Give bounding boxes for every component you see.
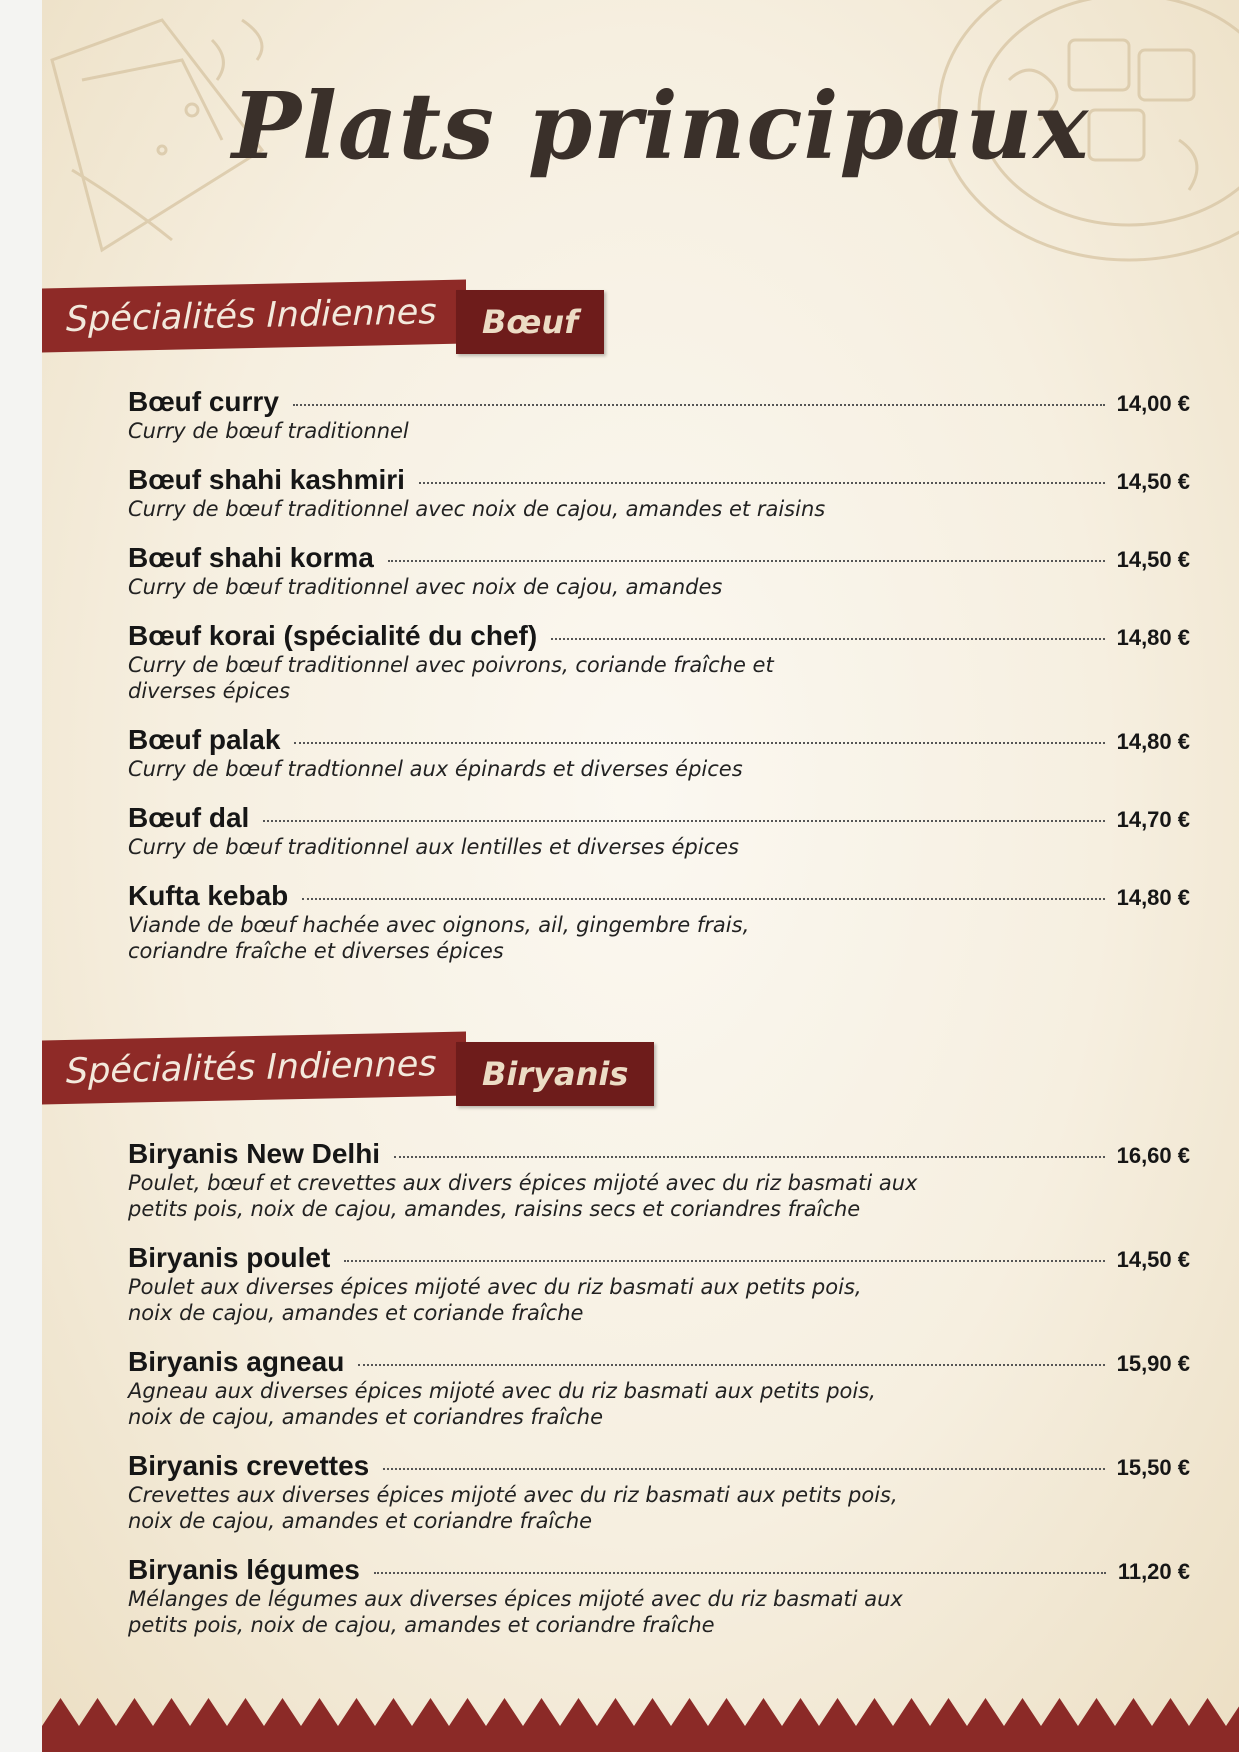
menu-item xyxy=(128,620,1190,704)
item-price: 14,50 € xyxy=(1116,469,1190,494)
dot-leader xyxy=(358,1364,1104,1366)
item-description: Poulet, bœuf et crevettes aux divers épices mijoté avec du riz basmati aux petits pois, noix de cajou, amandes, raisins secs et coriandres fraîche xyxy=(128,1171,918,1221)
section-boeuf xyxy=(42,278,1239,984)
menu-item xyxy=(128,880,1190,964)
item-description: Curry de bœuf traditionnel avec noix de cajou, amandes et raisins xyxy=(128,497,826,521)
item-description: Agneau aux diverses épices mijoté avec du riz basmati aux petits pois, noix de cajou, amandes et coriandres fraîche xyxy=(128,1379,876,1429)
menu-item xyxy=(128,1346,1190,1430)
item-name: Biryanis crevettes xyxy=(128,1450,370,1481)
banner-label: Spécialités Indiennes xyxy=(42,280,466,353)
item-name: Biryanis légumes xyxy=(128,1554,360,1585)
zigzag-border-decoration xyxy=(42,1690,1239,1752)
banner-label: Spécialités Indiennes xyxy=(42,1032,466,1105)
item-description: Curry de bœuf traditionnel aux lentilles et diverses épices xyxy=(128,835,739,859)
item-price: 15,50 € xyxy=(1116,1455,1190,1480)
item-price: 14,80 € xyxy=(1116,885,1190,910)
item-description: Poulet aux diverses épices mijoté avec du riz basmati aux petits pois, noix de cajou, amandes et coriande fraîche xyxy=(128,1275,862,1325)
dot-leader xyxy=(383,1468,1104,1470)
section-biryanis xyxy=(42,1030,1239,1658)
dot-leader xyxy=(551,638,1104,640)
item-description: Viande de bœuf hachée avec oignons, ail, gingembre frais, coriandre fraîche et diverses épices xyxy=(128,913,750,963)
item-name: Biryanis New Delhi xyxy=(128,1138,381,1169)
item-name: Bœuf shahi kashmiri xyxy=(128,464,405,495)
menu-item xyxy=(128,386,1190,444)
menu-item xyxy=(128,1554,1190,1638)
dot-leader xyxy=(419,482,1105,484)
item-description: Curry de bœuf traditionnel avec noix de cajou, amandes xyxy=(128,575,723,599)
item-price: 14,80 € xyxy=(1116,625,1190,650)
dot-leader xyxy=(344,1260,1104,1262)
dot-leader xyxy=(394,1156,1105,1158)
item-description: Curry de bœuf traditionnel xyxy=(128,419,409,443)
item-name: Bœuf curry xyxy=(128,386,279,417)
section-banner xyxy=(42,278,1239,358)
item-price: 16,60 € xyxy=(1116,1143,1190,1168)
page-title: Plats principaux xyxy=(231,72,1090,180)
item-description: Curry de bœuf traditionnel avec poivrons, coriande fraîche et diverses épices xyxy=(128,653,774,703)
menu-items xyxy=(42,386,1239,964)
item-price: 15,90 € xyxy=(1116,1351,1190,1376)
item-description: Curry de bœuf tradtionnel aux épinards et diverses épices xyxy=(128,757,743,781)
dot-leader xyxy=(302,898,1104,900)
item-price: 14,70 € xyxy=(1116,807,1190,832)
zigzag-shape xyxy=(42,1698,1239,1752)
menu-items xyxy=(42,1138,1239,1638)
item-description: Mélanges de légumes aux diverses épices mijoté avec du riz basmati aux petits pois, noix de cajou, amandes et coriandre fraîche xyxy=(128,1587,903,1637)
item-price: 11,20 € xyxy=(1117,1559,1190,1584)
banner-tag: Biryanis xyxy=(456,1042,654,1106)
item-description: Crevettes aux diverses épices mijoté avec du riz basmati aux petits pois, noix de cajou, amandes et coriandre fraîche xyxy=(128,1483,898,1533)
banner-tag: Bœuf xyxy=(456,290,604,354)
item-name: Bœuf palak xyxy=(128,724,281,755)
item-name: Biryanis poulet xyxy=(128,1242,331,1273)
dot-leader xyxy=(293,404,1105,406)
menu-page xyxy=(42,0,1239,1752)
section-banner xyxy=(42,1030,1239,1110)
item-name: Bœuf korai (spécialité du chef) xyxy=(128,620,538,651)
item-price: 14,50 € xyxy=(1116,1247,1190,1272)
dot-leader xyxy=(388,560,1105,562)
menu-item xyxy=(128,464,1190,522)
menu-item xyxy=(128,802,1190,860)
dot-leader xyxy=(374,1572,1106,1574)
dot-leader xyxy=(263,820,1104,822)
item-name: Bœuf shahi korma xyxy=(128,542,374,573)
menu-item xyxy=(128,1242,1190,1326)
item-name: Kufta kebab xyxy=(128,880,289,911)
item-name: Bœuf dal xyxy=(128,802,250,833)
item-price: 14,80 € xyxy=(1116,729,1190,754)
item-price: 14,00 € xyxy=(1116,391,1190,416)
menu-item xyxy=(128,542,1190,600)
dot-leader xyxy=(294,742,1104,744)
item-price: 14,50 € xyxy=(1116,547,1190,572)
menu-item xyxy=(128,724,1190,782)
menu-item xyxy=(128,1450,1190,1534)
item-name: Biryanis agneau xyxy=(128,1346,345,1377)
menu-item xyxy=(128,1138,1190,1222)
